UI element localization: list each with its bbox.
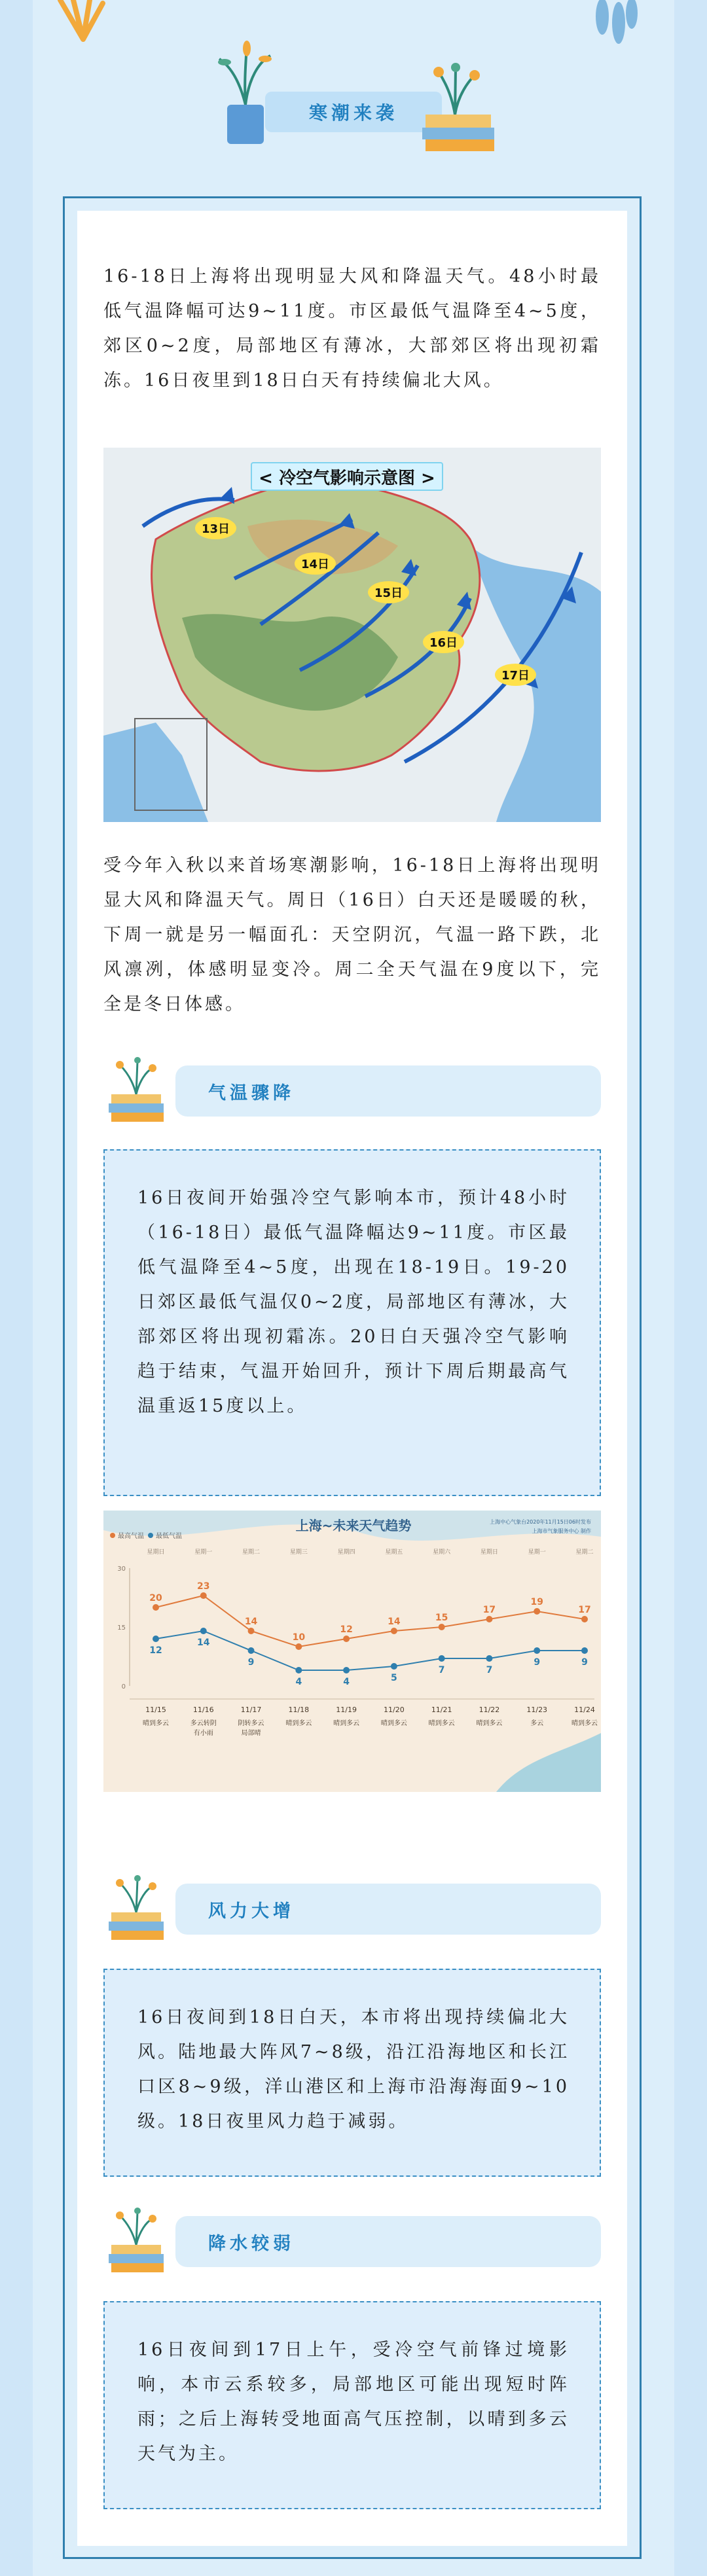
high-temp-label: 12 — [340, 1624, 353, 1635]
map-day-label: 14日 — [295, 552, 336, 575]
high-temp-point — [343, 1636, 350, 1642]
date-label: 11/21 — [431, 1706, 452, 1714]
date-label: 11/15 — [145, 1706, 166, 1714]
legend-low-label: 最低气温 — [156, 1533, 182, 1540]
weekday-label: 星期二 — [242, 1549, 261, 1556]
leaf-decoration-icon — [54, 0, 113, 46]
weather-label: 多云转阴 — [190, 1720, 217, 1727]
date-label: 11/20 — [384, 1706, 405, 1714]
high-temp-label: 17 — [482, 1605, 496, 1615]
legend-high-label: 最高气温 — [118, 1533, 144, 1540]
section-text: 16日夜间到17日上午，受冷空气前锋过境影响，本市云系较多，局部地区可能出现短时阵雨；之后上海转受地面高气压控制，以晴到多云天气为主。 — [137, 2340, 570, 2464]
plant-books-icon — [103, 1867, 169, 1945]
chart-source-1: 上海中心气象台2020年11月15日06时发布 — [490, 1519, 591, 1525]
date-label: 11/24 — [574, 1706, 595, 1714]
cold-air-map-graphic — [103, 448, 601, 822]
weather-label: 局部晴 — [241, 1730, 261, 1737]
weather-label: 晴到多云 — [333, 1720, 360, 1727]
weather-label: 晴到多云 — [143, 1720, 169, 1727]
map-day-label: 16日 — [423, 631, 464, 653]
intro-paragraph: 16-18日上海将出现明显大风和降温天气。48小时最低气温降幅可达9~11度。市区最低气温降至4~5度，郊区0~2度，局部地区有薄冰，大部郊区将出现初霜冻。16日夜里到18日白天有持续偏北大风。 — [103, 266, 601, 391]
plant-books-icon — [412, 43, 498, 154]
low-temp-point — [391, 1663, 397, 1670]
high-temp-label: 10 — [292, 1632, 306, 1643]
high-temp-point — [581, 1616, 588, 1622]
low-temp-label: 4 — [343, 1677, 350, 1687]
weather-label: 晴到多云 — [571, 1720, 598, 1727]
section-box-precipitation — [103, 2301, 601, 2509]
plant-books-icon — [103, 2199, 169, 2278]
legend-high-marker — [110, 1533, 115, 1538]
low-temp-label: 12 — [149, 1645, 162, 1656]
high-temp-label: 17 — [578, 1605, 591, 1615]
weekday-label: 星期二 — [575, 1549, 594, 1556]
date-label: 11/16 — [192, 1706, 214, 1714]
map-title: < 冷空气影响示意图 > — [251, 462, 443, 491]
weekday-label: 星期一 — [528, 1549, 546, 1556]
high-temp-label: 15 — [435, 1613, 448, 1623]
low-temp-line — [156, 1631, 585, 1670]
low-temp-point — [534, 1647, 540, 1654]
intro-paragraph-2: 受今年入秋以来首场寒潮影响，16-18日上海将出现明显大风和降温天气。周日（16日）白天还是暖暖的秋，下周一就是另一幅面孔：天空阴沉，气温一路下跌，北风凛冽，体感明显变冷。周二全天气温在9度以下，完全是冬日体感。 — [103, 855, 601, 1014]
weather-label: 晴到多云 — [380, 1720, 407, 1727]
chart-source-2: 上海市气象服务中心 制作 — [532, 1528, 591, 1534]
high-temp-line — [156, 1596, 585, 1647]
high-temp-label: 14 — [244, 1617, 258, 1627]
weekday-label: 星期一 — [194, 1549, 213, 1556]
left-border — [0, 0, 33, 2576]
map-day-label: 17日 — [495, 664, 536, 686]
low-temp-label: 9 — [581, 1657, 588, 1668]
high-temp-point — [295, 1643, 302, 1650]
leaf-decoration-icon — [589, 0, 642, 59]
high-temp-label: 14 — [388, 1617, 401, 1627]
low-temp-point — [343, 1667, 350, 1673]
forecast-chart — [103, 1511, 601, 1792]
section-header-wind — [103, 1867, 601, 1945]
low-temp-point — [295, 1667, 302, 1673]
weather-label: 晴到多云 — [285, 1720, 312, 1727]
date-label: 11/22 — [479, 1706, 500, 1714]
section-title: 风力大增 — [175, 1884, 601, 1935]
weather-label: 晴到多云 — [428, 1720, 455, 1727]
low-temp-label: 9 — [247, 1657, 255, 1668]
low-temp-point — [153, 1636, 159, 1642]
section-box-wind — [103, 1969, 601, 2177]
forecast-chart-svg — [103, 1511, 601, 1792]
high-temp-point — [439, 1624, 445, 1630]
section-text: 16日夜间到18日白天，本市将出现持续偏北大风。陆地最大阵风7~8级，沿江沿海地区和长江口区8~9级，洋山港区和上海市沿海海面9~10级。18日夜里风力趋于减弱。 — [137, 2007, 570, 2132]
y-tick-label: 0 — [121, 1683, 126, 1690]
high-temp-point — [153, 1604, 159, 1611]
right-border — [674, 0, 707, 2576]
high-temp-point — [248, 1628, 255, 1634]
high-temp-point — [486, 1616, 492, 1622]
plant-books-icon — [103, 1048, 169, 1127]
legend-low-marker — [148, 1533, 153, 1538]
section-title: 气温骤降 — [175, 1065, 601, 1117]
weekday-label: 星期四 — [337, 1549, 355, 1556]
low-temp-label: 7 — [486, 1665, 493, 1675]
section-title: 降水较弱 — [175, 2216, 601, 2267]
high-temp-label: 20 — [149, 1593, 162, 1603]
y-tick-label: 30 — [117, 1565, 126, 1573]
low-temp-point — [248, 1647, 255, 1654]
weather-label: 多云 — [530, 1720, 544, 1727]
weekday-label: 星期五 — [385, 1549, 403, 1556]
low-temp-label: 5 — [391, 1673, 397, 1683]
low-temp-label: 4 — [295, 1677, 302, 1687]
low-temp-label: 14 — [197, 1637, 210, 1648]
section-text: 16日夜间开始强冷空气影响本市，预计48小时（16-18日）最低气温降幅达9~11度。市区最低气温降至4~5度，出现在18-19日。19-20日郊区最低气温仅0~2度，局部地区有薄冰，大部郊区将出现初霜冻。20日白天强冷空气影响趋于结束，气温开始回升，预计下周后期最高气温重返15度以上。 — [137, 1188, 570, 1416]
weekday-label: 星期六 — [433, 1549, 451, 1556]
high-temp-label: 19 — [530, 1597, 543, 1607]
high-temp-point — [200, 1592, 207, 1599]
weather-label: 有小雨 — [193, 1730, 213, 1737]
low-temp-label: 7 — [438, 1665, 445, 1675]
low-temp-label: 9 — [534, 1657, 541, 1668]
weekday-label: 星期日 — [147, 1549, 165, 1556]
low-temp-point — [486, 1655, 492, 1662]
weekday-label: 星期日 — [480, 1549, 498, 1556]
weather-label: 阴转多云 — [238, 1720, 264, 1727]
high-temp-point — [391, 1628, 397, 1634]
date-label: 11/23 — [526, 1706, 548, 1714]
low-temp-point — [581, 1647, 588, 1654]
weekday-label: 星期三 — [289, 1549, 308, 1556]
high-temp-point — [534, 1608, 540, 1615]
low-temp-point — [439, 1655, 445, 1662]
date-label: 11/17 — [240, 1706, 262, 1714]
chart-title: 上海~未来天气趋势 — [295, 1518, 412, 1533]
cold-air-map — [103, 448, 601, 822]
weather-label: 晴到多云 — [476, 1720, 503, 1727]
map-day-label: 15日 — [368, 581, 409, 603]
low-temp-point — [200, 1628, 207, 1634]
date-label: 11/19 — [336, 1706, 357, 1714]
section-header-precipitation — [103, 2199, 601, 2278]
section-box-temperature — [103, 1149, 601, 1496]
date-label: 11/18 — [288, 1706, 310, 1714]
section-header-temperature — [103, 1048, 601, 1127]
high-temp-label: 23 — [197, 1581, 210, 1592]
map-day-label: 13日 — [195, 517, 236, 539]
y-tick-label: 15 — [117, 1624, 126, 1632]
page-title: 寒潮来袭 — [265, 92, 442, 132]
